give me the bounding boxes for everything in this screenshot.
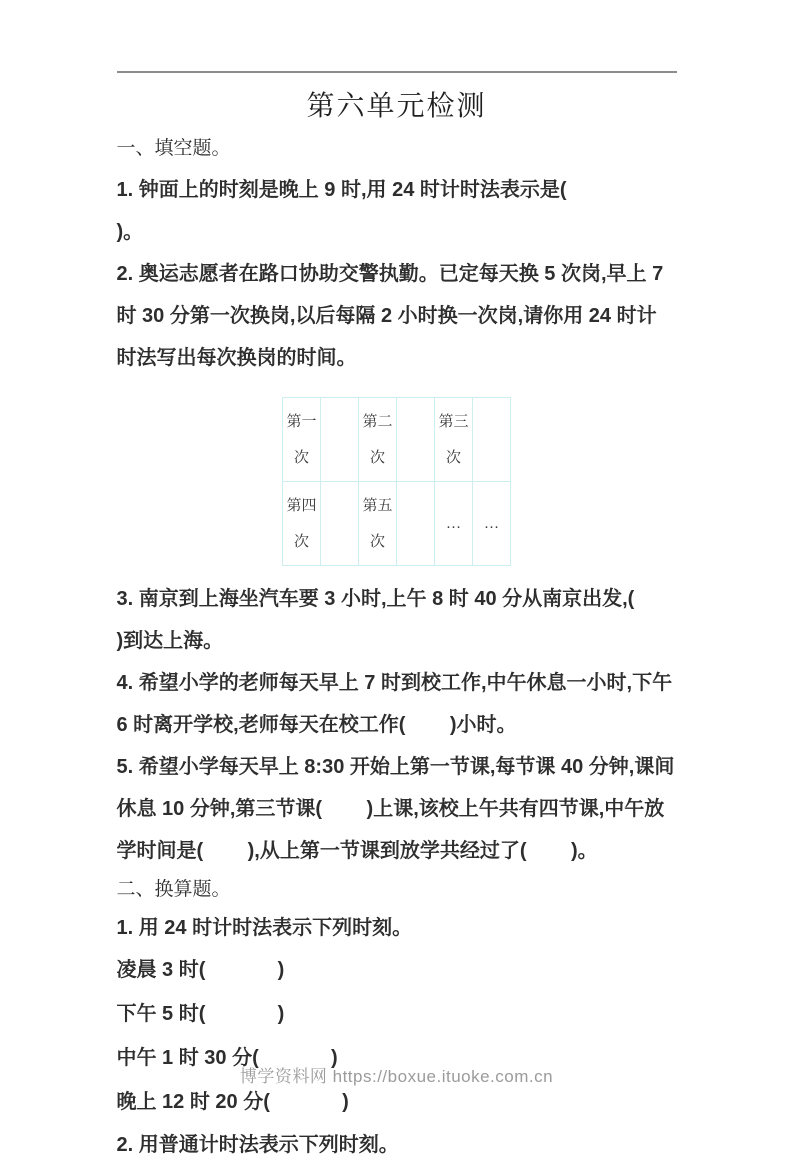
shift-table-cell-fifth: 第五次 [359,482,397,566]
footer-credit: 博学资料网 https://boxue.ituoke.com.cn [239,1067,554,1086]
section-one-heading: 一、填空题。 [116,138,231,159]
shift-table-row [283,398,511,482]
shift-table-cell-answer-blank [397,398,435,482]
shift-table-cell-second: 第二次 [359,398,397,482]
shift-table-cell-ellipsis: … [473,482,511,566]
shift-table-row [283,482,511,566]
section-two-question-2: 2. 用普通计时法表示下列时刻。 [116,1134,399,1156]
shift-table-cell-third: 第三次 [435,398,473,482]
shift-table-cell-answer-blank [321,482,359,566]
header-rule [117,71,677,73]
question-4: 4. 希望小学的老师每天早上 7 时到校工作,中午休息一小时,下午 6 时离开学校,老师每天在校工作( )小时。 [116,672,678,736]
section-two-heading: 二、换算题。 [116,879,231,900]
shift-table-cell-answer-blank [321,398,359,482]
shift-table-cell-answer-blank [397,482,435,566]
shift-table [282,397,511,566]
shift-table-cell-first: 第一次 [283,398,321,482]
question-3: 3. 南京到上海坐汽车要 3 小时,上午 8 时 40 分从南京出发,( )到达上海。 [116,588,679,652]
shift-table-cell-ellipsis: … [435,482,473,566]
shift-table-cell-fourth: 第四次 [283,482,321,566]
conversion-item-dawn-3: 凌晨 3 时( ) [116,959,285,981]
question-2: 2. 奥运志愿者在路口协助交警执勤。已定每天换 5 次岗,早上 7 时 30 分第一次换岗,以后每隔 2 小时换一次岗,请你用 24 时计时法写出每次换岗的时间。 [116,263,669,369]
worksheet-page [116,0,706,1166]
section-two-question-1: 1. 用 24 时计时法表示下列时刻。 [116,917,413,939]
question-5: 5. 希望小学每天早上 8:30 开始上第一节课,每节课 40 分钟,课间休息 10 分钟,第三节课( )上课,该校上午共有四节课,中午放学时间是( ),从上第一节课到放学共经过了( )。 [116,756,675,862]
page-title: 第六单元检测 [306,91,487,122]
conversion-item-night-12-20: 晚上 12 时 20 分( ) [116,1091,349,1113]
conversion-item-afternoon-5: 下午 5 时( ) [116,1003,285,1025]
shift-table-cell-answer-blank [473,398,511,482]
question-1: 1. 钟面上的时刻是晚上 9 时,用 24 时计时法表示是( )。 [116,179,706,243]
conversion-item-noon-1-30: 中午 1 时 30 分( ) [116,1047,338,1069]
